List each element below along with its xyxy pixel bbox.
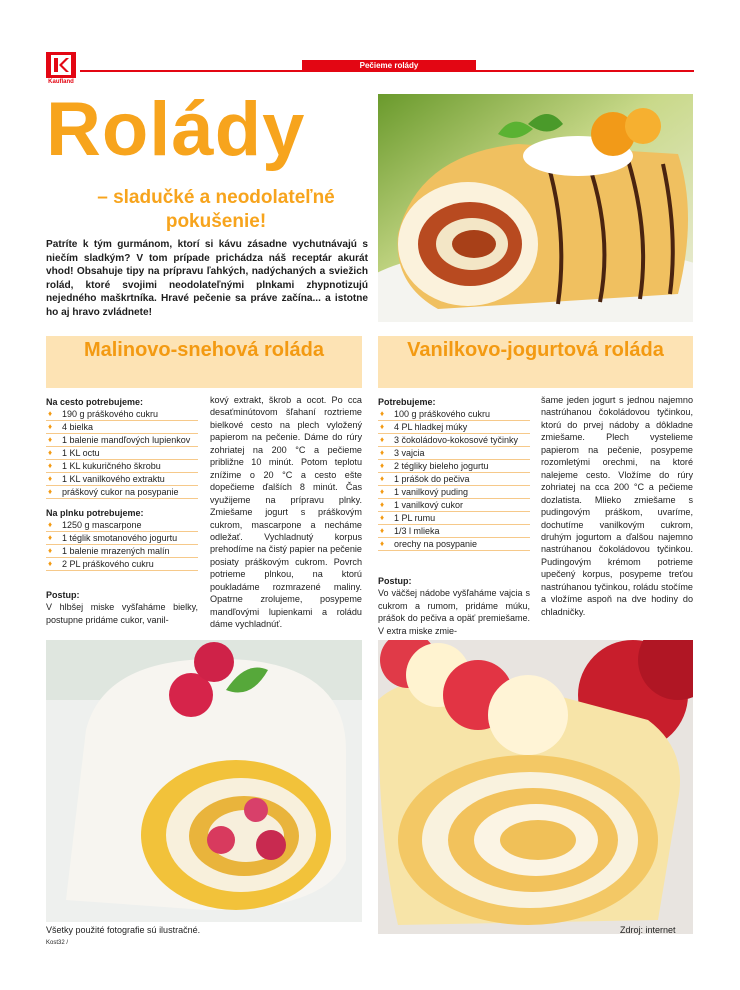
- list-item: ♦ 3 vajcia: [378, 447, 530, 460]
- recipe1-ingredients: [46, 394, 198, 626]
- photo-disclaimer: Všetky použité fotografie sú ilustračné.: [46, 925, 201, 935]
- kaufland-logo: [46, 52, 76, 86]
- page-title: Rolády: [46, 87, 306, 172]
- photo-vanilla-roll: [378, 640, 693, 934]
- list-item: ♦ 2 tégliky bieleho jogurtu: [378, 460, 530, 473]
- recipe2-method-heading: Postup:: [378, 576, 412, 586]
- list-item: ♦ 1/3 l mlieka: [378, 525, 530, 538]
- recipe1-title: Malinovo-snehová roláda: [46, 336, 362, 388]
- list-item: ♦ 1 PL rumu: [378, 512, 530, 525]
- recipe2-ing-list: [378, 408, 530, 551]
- list-item: ♦ 3 čokoládovo-kokosové tyčinky: [378, 434, 530, 447]
- section-label: Pečieme rolády: [302, 60, 476, 72]
- list-item: ♦ 1 téglik smotanového jogurtu: [46, 532, 198, 545]
- intro-paragraph: Patríte k tým gurmánom, ktorí si kávu zásadne vychutnávajú s niečím sladkým? V tom prípade prichádza náš receptár akurát vhod! Obsahuje tipy na prípravu ľahkých, nadýchaných a sviežich rolád, ktoré svojimi neodolateľnými plnkami zhypnotizujú nejedného maškrtníka. Hravé pečenie sa práve začína... a istotne ho aj hravo zvládnete!: [46, 239, 368, 318]
- source-credit: Zdroj: internet: [620, 925, 676, 935]
- list-item: ♦ 2 PL práškového cukru: [46, 558, 198, 571]
- logo-icon: [46, 52, 76, 78]
- list-item: ♦ 1 vanilkový puding: [378, 486, 530, 499]
- recipe1-method-start: V hlbšej miske vyšľaháme bielky, postupne pridáme cukor, vanil-: [46, 602, 198, 625]
- recipe1-method-heading: Postup:: [46, 590, 80, 600]
- page-subtitle: – sladučké a neodolateľné pokušenie!: [97, 187, 335, 232]
- recipe1-filling-heading: Na plnku potrebujeme:: [46, 508, 144, 518]
- recipe1-dough-heading: Na cesto potrebujeme:: [46, 397, 144, 407]
- list-item: ♦ 1 balenie mrazených malín: [46, 545, 198, 558]
- logo-text: Kaufland: [48, 79, 74, 85]
- recipe2-method-continued: šame jeden jogurt s jednou najemno nastrúhanou čokoládovou tyčinkou, ktorú do prvej nádoby a dôkladne zmiešame. Plech vystelieme papierom na pečenie, posypeme rozomletými orechmi, na ktoré nalejeme cesto. Vložíme do rúry zohriatej na cca 200 °C a pečieme dozlatista. Mlieko zmiešame s pudingovým práškom, uvaríme, dochutíme vanilkovým cukrom, druhým jogurtom a ďalšou najemno nastrúhanou čokoládovou tyčinkou. Pudingovým krémom potrieme upečený korpus, posypeme treťou nastrúhanou tyčinkou, roládu stočíme a vložíme aspoň na dve hodiny do chladničky.: [541, 395, 693, 617]
- recipe1-filling-list: [46, 519, 198, 571]
- list-item: ♦ 1 KL kukuričného škrobu: [46, 460, 198, 473]
- list-item: ♦ 1 KL vanilkového extraktu: [46, 473, 198, 486]
- list-item: ♦ orechy na posypanie: [378, 538, 530, 551]
- list-item: ♦ 1250 g mascarpone: [46, 519, 198, 532]
- recipe2-ing-heading: Potrebujeme:: [378, 397, 436, 407]
- list-item: ♦ 1 prášok do pečiva: [378, 473, 530, 486]
- list-item: ♦ 1 vanilkový cukor: [378, 499, 530, 512]
- page-number: Kost32 /: [46, 940, 69, 946]
- list-item: ♦ 100 g práškového cukru: [378, 408, 530, 421]
- photo-raspberry-roll: [46, 640, 362, 922]
- recipe1-method-continued: kový extrakt, škrob a ocot. Po cca desaťminútovom šľahaní roztrieme bielkové cesto na plech vyložený papierom na pečenie. Dáme do rúry zohriatej na 200 °C a pečieme približne 10 minút. Potom teplotu znížime o 20 °C a cesto ešte dopečieme ďalších 8 minút. Čas využijeme na prípravu plnky. Zmiešame jogurt s práškovým cukrom, mascarpone a necháme odležať. Vychladnutý korpus prehodíme na čistý papier na pečenie posiaty práškovým cukrom. Povrch potrieme plnkou, na ktorú poukladáme rozmrazené maliny. Opatrne zrolujeme, posypeme mandľovými lupienkami a roládu dáme vychladnúť.: [210, 395, 362, 630]
- list-item: ♦ práškový cukor na posypanie: [46, 486, 198, 499]
- list-item: ♦ 4 bielka: [46, 421, 198, 434]
- recipe2-method-start: Vo väčšej nádobe vyšľaháme vajcia s cukrom a rumom, pridáme múku, prášok do pečiva a opäť premiešame. V extra miske zmie-: [378, 588, 530, 636]
- recipe1-dough-list: [46, 408, 198, 499]
- list-item: ♦ 190 g práškového cukru: [46, 408, 198, 421]
- recipe2-title: Vanilkovo-jogurtová roláda: [378, 336, 693, 388]
- list-item: ♦ 1 KL octu: [46, 447, 198, 460]
- photo-cake-roll-orange: [378, 94, 693, 322]
- recipe2-ingredients: [378, 394, 530, 637]
- list-item: ♦ 1 balenie mandľových lupienkov: [46, 434, 198, 447]
- list-item: ♦ 4 PL hladkej múky: [378, 421, 530, 434]
